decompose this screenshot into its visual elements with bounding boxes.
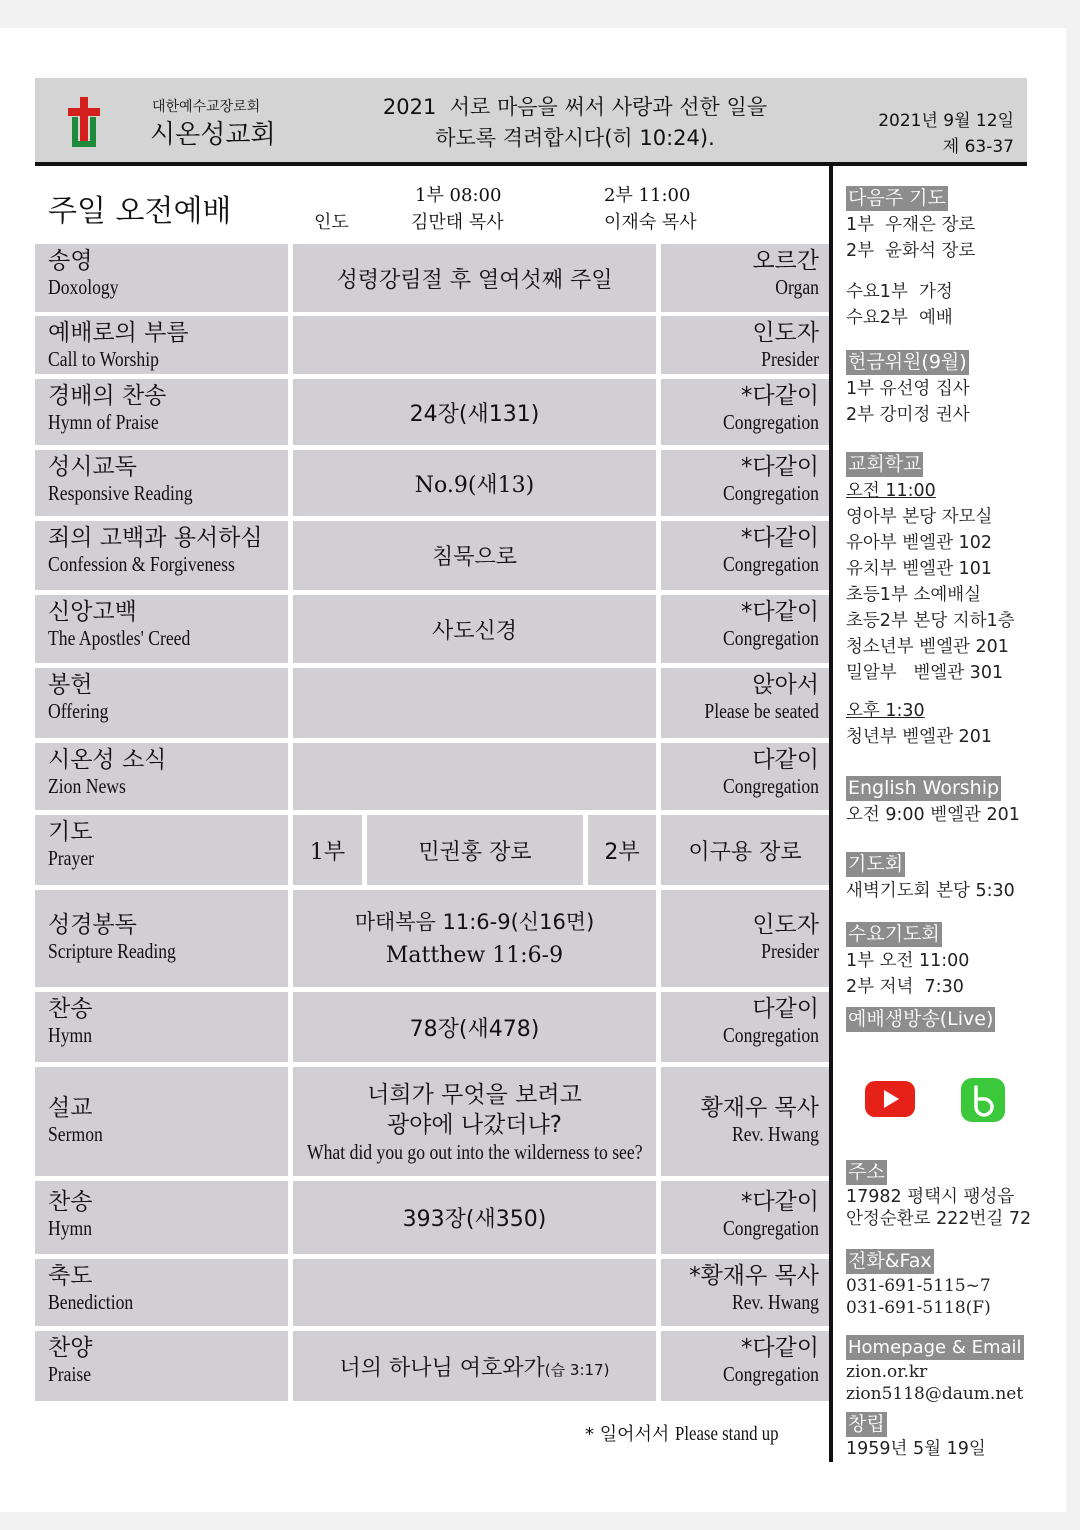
leader-en: Congregation	[722, 410, 819, 434]
order-row-news-label	[35, 743, 288, 810]
item-ko: 예배로의 부름	[48, 320, 189, 346]
sidebar-line: 수요2부 예배	[846, 308, 953, 328]
bulletin-issue: 제 63-37	[942, 137, 1014, 157]
section-heading: 수요기도회	[848, 923, 940, 945]
prayer-second-service-name	[661, 815, 829, 885]
order-row-confession-leader	[661, 521, 829, 590]
annual-theme	[340, 92, 810, 154]
first-service-pastor: 김만태 목사	[411, 212, 504, 233]
leader-ko: *다같이	[740, 525, 819, 551]
item-content	[340, 1351, 610, 1382]
item-content: 침묵으로	[431, 545, 517, 570]
item-en: Confession & Forgiveness	[48, 552, 235, 576]
section-heading: 교회학교	[848, 453, 922, 475]
sidebar-line: 1부 오전 11:00	[846, 951, 970, 971]
item-ko: 신앙고백	[48, 599, 137, 625]
leader-en: Presider	[761, 347, 819, 371]
order-row-hymn2-content	[293, 1181, 656, 1254]
item-content: 마태복음 11:6-9(신16면)	[354, 909, 595, 934]
order-row-scripture-content	[293, 890, 656, 987]
sermon-title-line-1: 너희가 무엇을 보려고	[367, 1081, 582, 1108]
order-row-benediction-leader	[661, 1259, 829, 1326]
order-row-praise-content	[293, 1331, 656, 1401]
leader-ko: *다같이	[740, 1189, 819, 1215]
order-row-sermon-label	[35, 1067, 288, 1176]
item-en: Hymn	[48, 1216, 93, 1240]
item-content: 78장(새478)	[409, 1016, 540, 1042]
order-row-confession-content	[293, 521, 656, 590]
header-divider	[35, 162, 1027, 166]
item-content: 24장(새131)	[409, 401, 540, 427]
address-section	[846, 1160, 1031, 1230]
item-en: Responsive Reading	[48, 481, 193, 505]
sidebar-line: 2부 저녁 7:30	[846, 977, 964, 997]
order-row-scripture-leader	[661, 890, 829, 987]
sidebar-line: 영아부 본당 자모실	[846, 507, 993, 527]
sermon-title-line-2: 광야에 나갔더냐?	[386, 1111, 563, 1138]
order-row-call-content	[293, 316, 656, 374]
prayer-meeting-section	[846, 852, 1015, 904]
leader-en: Congregation	[722, 481, 819, 505]
service-title: 주일 오전예배	[48, 194, 232, 229]
english-worship-section	[846, 776, 1020, 828]
sidebar-line: 유아부 벧엘관 102	[846, 533, 992, 553]
sidebar-line: 수요1부 가정	[846, 282, 953, 302]
leader-ko: 오르간	[752, 248, 819, 274]
sidebar-line: 1부 유선영 집사	[846, 379, 970, 399]
order-row-prayer-label	[35, 815, 288, 885]
order-row-benediction-label	[35, 1259, 288, 1326]
item-en: Benediction	[48, 1290, 134, 1314]
order-row-hymn-leader	[661, 992, 829, 1062]
band-icon[interactable]	[960, 1077, 1006, 1123]
item-content: 민권홍 장로	[418, 839, 532, 865]
wednesday-prayer-section	[846, 922, 969, 1000]
founded-section	[846, 1412, 986, 1460]
leader-ko: *다같이	[740, 1335, 819, 1361]
item-content: No.9(새13)	[414, 472, 535, 498]
order-row-hymn2-leader	[661, 1181, 829, 1254]
leader-en: Rev. Hwang	[731, 1290, 819, 1314]
item-en: Doxology	[48, 275, 119, 299]
item-ko: 찬송	[48, 996, 93, 1022]
sidebar-line: 청소년부 벧엘관 201	[846, 637, 1009, 657]
leader-en: Organ	[775, 275, 819, 299]
leader-en: Please be seated	[704, 699, 819, 723]
praise-reference: (습 3:17)	[544, 1360, 610, 1379]
prayer-first-service-label	[293, 815, 362, 885]
live-stream-section	[846, 1007, 995, 1033]
order-row-praise-label	[35, 1331, 288, 1401]
item-en: Hymn	[48, 1023, 93, 1047]
bulletin-date: 2021년 9월 12일	[878, 111, 1014, 131]
order-row-hymn2-label	[35, 1181, 288, 1254]
sermon-title-en: What did you go out into the wilderness to see?	[306, 1139, 643, 1164]
order-row-hymn-praise-label	[35, 379, 288, 445]
order-row-offering-content	[293, 668, 656, 738]
prayer-first-service-name	[367, 815, 583, 885]
sidebar-line: 17982 평택시 팽성읍	[846, 1187, 1015, 1207]
sidebar-line: 031-691-5115~7	[846, 1276, 991, 1296]
item-content: 1부	[309, 839, 346, 865]
preacher-en: Rev. Hwang	[731, 1122, 819, 1146]
leader-ko: *다같이	[740, 383, 819, 409]
order-row-news-content	[293, 743, 656, 810]
leader-en: Congregation	[722, 1216, 819, 1240]
stand-up-note-en: Please stand up	[675, 1423, 779, 1445]
service-lead-label: 인도	[314, 212, 349, 233]
leader-en: Congregation	[722, 1023, 819, 1047]
section-heading: 전화&Fax	[848, 1250, 932, 1272]
item-ko: 기도	[48, 819, 93, 845]
item-content: 성령강림절 후 열여섯째 주일	[336, 267, 613, 293]
order-row-creed-content	[293, 595, 656, 663]
leader-ko: 다같이	[752, 996, 819, 1022]
item-content: 사도신경	[431, 618, 517, 644]
item-content-en: Matthew 11:6-9	[385, 942, 564, 968]
item-ko: 축도	[48, 1263, 93, 1289]
sidebar-line: 1959년 5월 19일	[846, 1439, 986, 1459]
order-row-responsive-content	[293, 450, 656, 516]
afternoon-time: 오후 1:30	[846, 701, 925, 721]
bulletin-date-block	[850, 108, 1014, 160]
order-row-doxology-content	[293, 244, 656, 312]
sidebar-line: 2부 강미정 권사	[846, 405, 970, 425]
sidebar-line: 청년부 벧엘관 201	[846, 727, 992, 747]
item-en: Praise	[48, 1362, 92, 1386]
order-row-offering-leader	[661, 668, 829, 738]
item-ko: 성경봉독	[48, 912, 137, 938]
sidebar-line: 031-691-5118(F)	[846, 1298, 991, 1318]
order-row-benediction-content	[293, 1259, 656, 1326]
item-ko: 성시교독	[48, 454, 137, 480]
section-heading: 창립	[848, 1413, 885, 1435]
leader-en: Congregation	[722, 552, 819, 576]
leader-ko: 인도자	[752, 320, 819, 346]
order-row-hymn-praise-leader	[661, 379, 829, 445]
leader-ko: *다같이	[740, 599, 819, 625]
church-school-section	[846, 452, 1015, 750]
homepage-email-section	[846, 1335, 1024, 1405]
order-row-praise-leader	[661, 1331, 829, 1401]
leader-en: Congregation	[722, 1362, 819, 1386]
sidebar-line: 초등1부 소예배실	[846, 585, 982, 605]
prayer-second-service-label	[588, 815, 656, 885]
theme-line-1: 2021 서로 마음을 써서 사랑과 선한 일을	[382, 95, 768, 119]
item-content: 이구용 장로	[688, 839, 802, 865]
order-row-doxology-leader	[661, 244, 829, 312]
sidebar-line: 1부 우재은 장로	[846, 215, 976, 235]
sidebar-line: 2부 윤화석 장로	[846, 241, 976, 261]
item-en: Zion News	[48, 774, 126, 798]
item-ko: 찬양	[48, 1335, 93, 1361]
item-en: Scripture Reading	[48, 939, 176, 963]
section-heading: 예배생방송(Live)	[848, 1008, 994, 1030]
order-row-confession-label	[35, 521, 288, 590]
order-row-call-label	[35, 316, 288, 374]
order-row-doxology-label	[35, 244, 288, 312]
sidebar-line: 유치부 벧엘관 101	[846, 559, 992, 579]
order-row-creed-leader	[661, 595, 829, 663]
leader-ko: 다같이	[752, 747, 819, 773]
order-row-call-leader	[661, 316, 829, 374]
item-content: 2부	[604, 839, 640, 865]
section-heading: 주소	[848, 1161, 885, 1183]
praise-title: 너의 하나님 여호와가	[339, 1355, 545, 1381]
order-row-hymn-label	[35, 992, 288, 1062]
first-service-time: 1부 08:00	[415, 185, 502, 206]
church-cross-logo-icon	[67, 97, 101, 149]
item-en: Hymn of Praise	[48, 410, 159, 434]
youtube-icon[interactable]	[864, 1077, 916, 1121]
offering-committee-section	[846, 350, 970, 428]
second-service-time: 2부 11:00	[604, 185, 691, 206]
order-row-hymn-content	[293, 992, 656, 1062]
second-service-pastor: 이재숙 목사	[604, 212, 697, 233]
homepage-link[interactable]: zion.or.kr	[846, 1362, 928, 1382]
sidebar-line: 새벽기도회 본당 5:30	[846, 881, 1015, 901]
item-ko: 송영	[48, 248, 93, 274]
leader-ko: *황재우 목사	[689, 1263, 819, 1289]
stand-up-note	[585, 1420, 798, 1446]
section-heading: English Worship	[848, 777, 1000, 799]
column-divider	[829, 166, 833, 1462]
leader-en: Presider	[761, 939, 819, 963]
item-ko: 경배의 찬송	[48, 383, 167, 409]
order-row-sermon-leader	[661, 1067, 829, 1176]
section-heading: 헌금위원(9월)	[848, 351, 967, 373]
order-row-offering-label	[35, 668, 288, 738]
item-en: Prayer	[48, 846, 95, 870]
leader-en: Congregation	[722, 626, 819, 650]
section-heading: Homepage & Email	[848, 1337, 1022, 1358]
next-week-prayer-section	[846, 186, 975, 331]
item-ko: 봉헌	[48, 672, 93, 698]
order-row-responsive-leader	[661, 450, 829, 516]
stand-up-note-ko: * 일어서서	[585, 1424, 670, 1445]
morning-time: 오전 11:00	[846, 481, 936, 501]
order-row-creed-label	[35, 595, 288, 663]
item-en: The Apostles' Creed	[48, 626, 191, 650]
preacher-ko: 황재우 목사	[700, 1095, 819, 1121]
item-en: Offering	[48, 699, 109, 723]
section-heading: 다음주 기도	[848, 187, 946, 209]
item-ko: 찬송	[48, 1189, 93, 1215]
denomination-name: 대한예수교장로회	[152, 99, 261, 115]
sidebar-line: 오전 9:00 벧엘관 201	[846, 805, 1020, 825]
theme-line-2: 하도록 격려합시다(히 10:24).	[435, 126, 715, 150]
item-ko: 죄의 고백과 용서하심	[48, 525, 263, 551]
item-content: 393장(새350)	[402, 1207, 547, 1232]
item-ko: 설교	[48, 1095, 93, 1121]
sidebar-line: 밀알부 벧엘관 301	[846, 663, 1004, 683]
item-en: Call to Worship	[48, 347, 159, 371]
email-link[interactable]: zion5118@daum.net	[846, 1384, 1024, 1404]
order-row-sermon-content	[293, 1067, 656, 1176]
item-ko: 시온성 소식	[48, 747, 167, 773]
leader-en: Congregation	[722, 774, 819, 798]
item-en: Sermon	[48, 1122, 103, 1146]
order-row-scripture-label	[35, 890, 288, 987]
phone-fax-section	[846, 1249, 991, 1319]
order-row-hymn-praise-content	[293, 379, 656, 445]
leader-ko: *다같이	[740, 454, 819, 480]
leader-ko: 앉아서	[752, 672, 819, 698]
order-row-news-leader	[661, 743, 829, 810]
sidebar-line: 안정순환로 222번길 72	[846, 1209, 1032, 1229]
order-row-responsive-label	[35, 450, 288, 516]
church-name: 시온성교회	[150, 120, 276, 150]
leader-ko: 인도자	[752, 912, 819, 938]
section-heading: 기도회	[848, 853, 904, 875]
sidebar-line: 초등2부 본당 지하1층	[846, 611, 1015, 631]
